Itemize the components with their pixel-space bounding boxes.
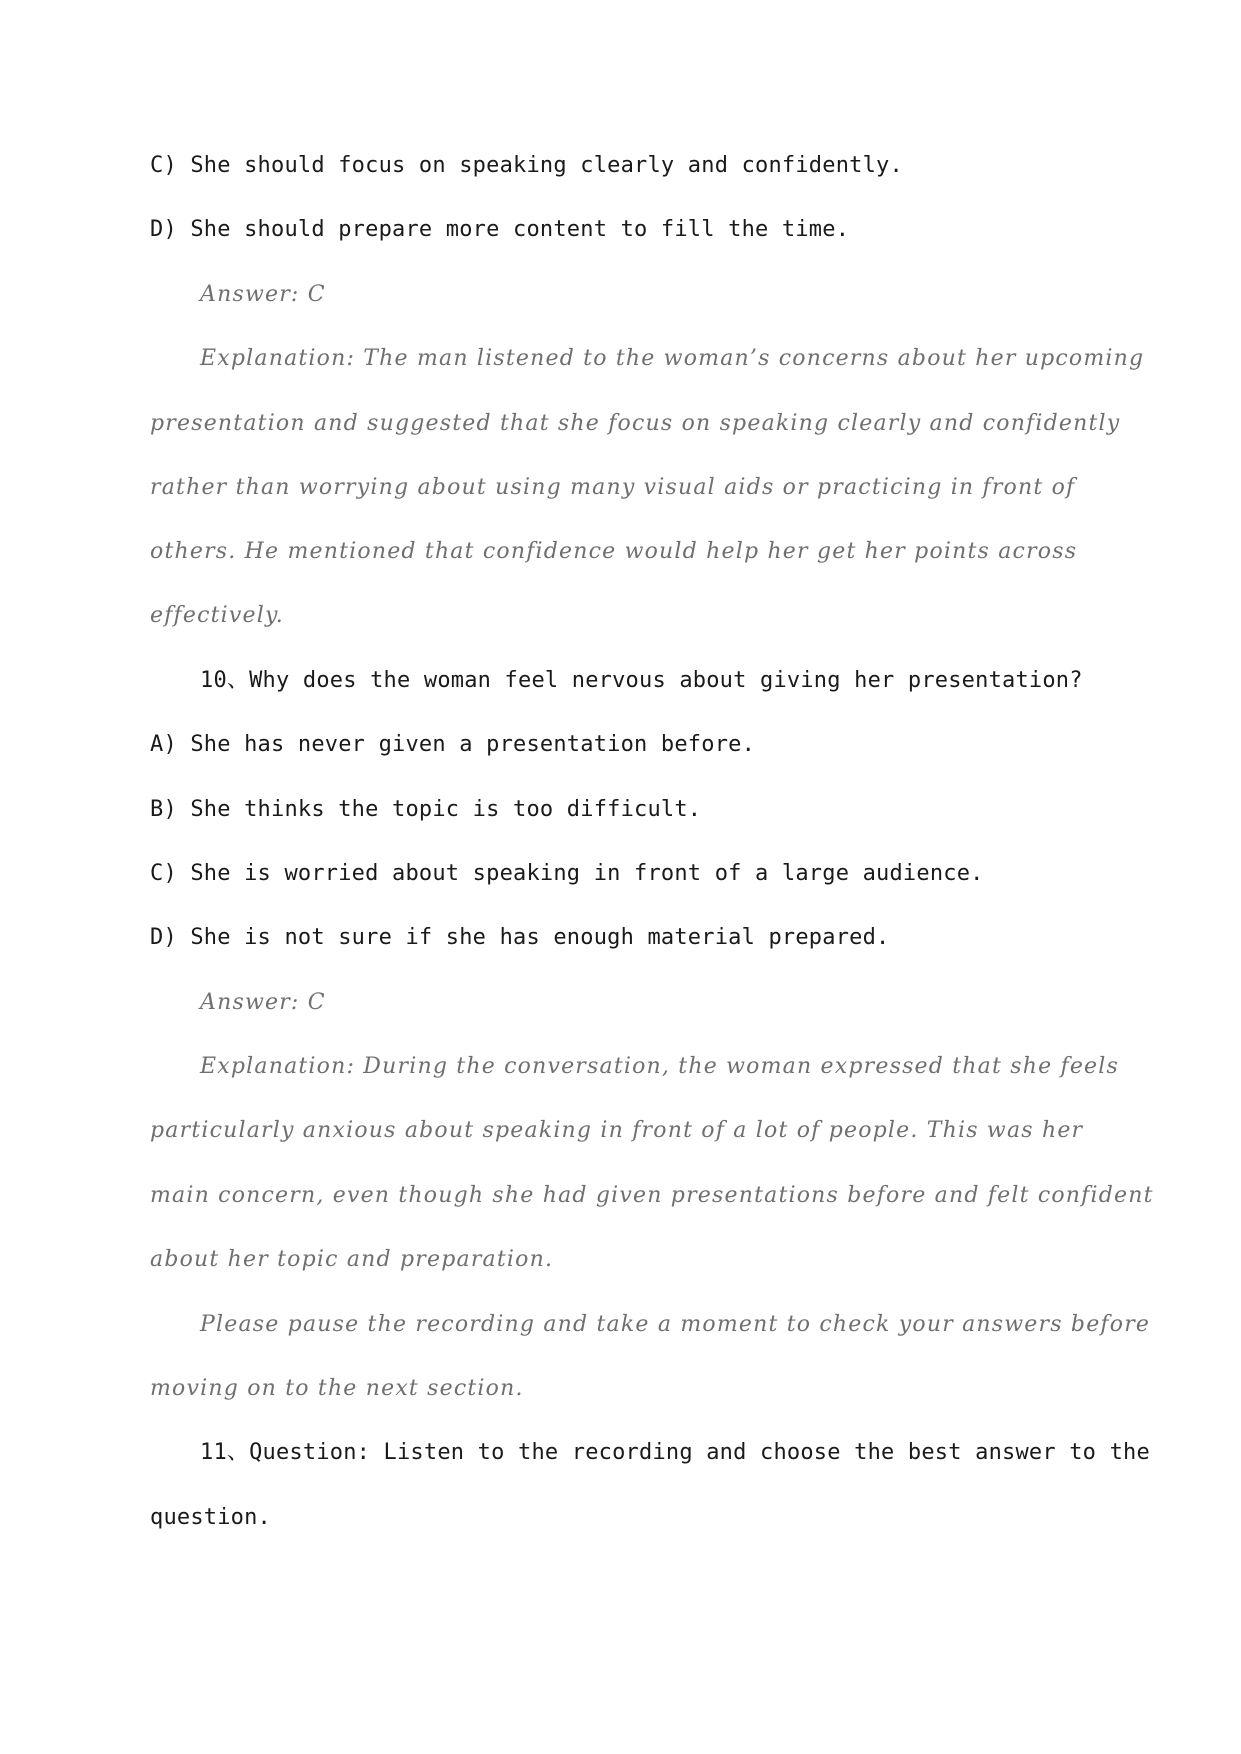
instruction-line: Please pause the recording and take a moment to check your answers before: [200, 1312, 1151, 1337]
q11-question-line: question.: [150, 1505, 272, 1530]
q11-question-line: 11、Question: Listen to the recording and choose the best answer to the: [200, 1440, 1150, 1465]
q9-explanation-line: rather than worrying about using many visual aids or practicing in front of: [150, 475, 1076, 500]
q10-question: 10、Why does the woman feel nervous about giving her presentation?: [200, 668, 1083, 693]
q10-option-a: A) She has never given a presentation before.: [150, 732, 756, 757]
q10-explanation-line: Explanation: During the conversation, the woman expressed that she feels: [200, 1054, 1119, 1079]
q9-option-c: C) She should focus on speaking clearly and confidently.: [150, 153, 903, 178]
q10-option-c: C) She is worried about speaking in front of a large audience.: [150, 861, 984, 886]
q10-option-d: D) She is not sure if she has enough material prepared.: [150, 925, 890, 950]
q9-answer: Answer: C: [200, 282, 326, 307]
q10-explanation-line: particularly anxious about speaking in front of a lot of people. This was her: [150, 1118, 1084, 1143]
q9-explanation-line: others. He mentioned that confidence would help her get her points across: [150, 539, 1078, 564]
q9-explanation-line: presentation and suggested that she focus on speaking clearly and confidently: [150, 411, 1121, 436]
q10-explanation-line: main concern, even though she had given presentations before and felt confident: [150, 1183, 1154, 1208]
q10-answer: Answer: C: [200, 990, 326, 1015]
q10-explanation-line: about her topic and preparation.: [150, 1247, 554, 1272]
q10-option-b: B) She thinks the topic is too difficult.: [150, 797, 702, 822]
q9-explanation-line: Explanation: The man listened to the woman’s concerns about her upcoming: [200, 346, 1145, 371]
q9-option-d: D) She should prepare more content to fill the time.: [150, 217, 850, 242]
instruction-line: moving on to the next section.: [150, 1376, 524, 1401]
q9-explanation-line: effectively.: [150, 603, 284, 628]
